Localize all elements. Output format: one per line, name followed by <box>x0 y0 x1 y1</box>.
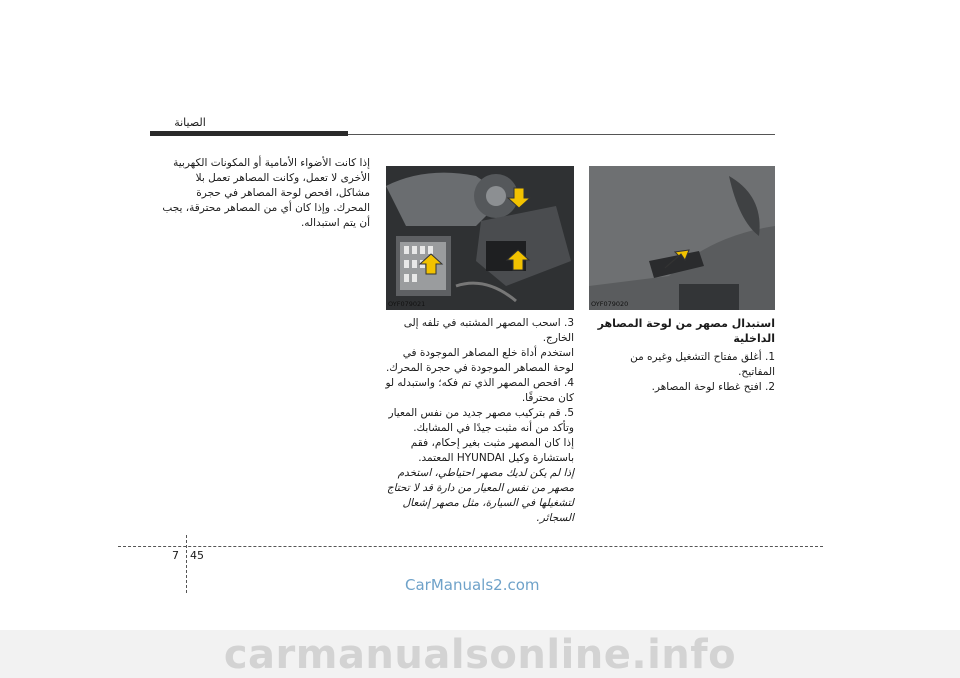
step-item: 1. أغلق مفتاح التشغيل وغيره من المفاتيح. <box>630 351 775 378</box>
warning-line: السجائر. <box>536 512 574 524</box>
text-line: إذا كانت الأضواء الأمامية أو المكونات الكهربية <box>173 157 370 169</box>
text-line: كان محترقًا. <box>521 392 574 404</box>
chapter-number: 7 <box>172 549 179 562</box>
engine-fuse-box-photo <box>386 166 574 310</box>
photo-caption: OYF079020 <box>591 300 629 308</box>
warning-line: إذا لم يكن لديك مصهر احتياطي، استخدم <box>397 467 574 479</box>
text-line: 4. افحص المصهر الذي تم فكه؛ واستبدله لو <box>385 377 574 389</box>
text-line: المحرك. وإذا كان أي من المصاهر محترقة، يجب <box>162 202 370 214</box>
photo-caption: OYF079021 <box>388 300 426 308</box>
text-line: مشاكل، افحص لوحة المصاهر في حجرة <box>196 187 370 199</box>
site-banner[interactable]: carmanualsonline.info <box>223 632 737 678</box>
engine-bay-illustration <box>386 166 574 310</box>
text-line: استخدم أداة خلع المصاهر الموجودة في <box>402 347 574 359</box>
text-line: وتأكد من أنه مثبت جيدًا في المشابك. <box>413 422 574 434</box>
fuse-replacement-steps <box>378 316 574 526</box>
text-line: 3. اسحب المصهر المشتبه في تلفه إلى الخارج. <box>403 317 574 344</box>
text-line: الأخرى لا تعمل، وكانت المصاهر تعمل بلا <box>195 172 370 184</box>
section-title: الصيانة <box>174 116 206 129</box>
warning-line: مصهر من نفس المعيار من دارة قد لا تحتاج <box>386 482 574 494</box>
interior-fuse-steps <box>590 316 775 395</box>
section-heading: استبدال مصهر من لوحة المصاهر <box>597 317 775 330</box>
intro-paragraph <box>160 156 370 231</box>
text-line: لوحة المصاهر الموجودة في حجرة المحرك. <box>385 362 574 374</box>
text-line: 5. قم بتركيب مصهر جديد من نفس المعيار <box>388 407 574 419</box>
watermark-link[interactable]: CarManuals2.com <box>405 576 540 594</box>
text-line: باستشارة وكيل HYUNDAI المعتمد. <box>418 452 574 464</box>
step-item: 2. افتح غطاء لوحة المصاهر. <box>651 381 775 393</box>
section-heading: الداخلية <box>733 332 775 345</box>
interior-dash-illustration <box>589 166 775 310</box>
footer-divider <box>186 535 187 593</box>
warning-line: لتشغيلها في السيارة، مثل مصهر إشعال <box>402 497 574 509</box>
header-bar <box>150 131 348 136</box>
interior-fuse-panel-photo <box>589 166 775 310</box>
footer-rule <box>118 546 823 547</box>
text-line: إذا كان المصهر مثبت بغير إحكام، فقم <box>410 437 574 449</box>
text-line: أن يتم استبداله. <box>300 217 370 229</box>
page-number: 45 <box>190 549 204 562</box>
